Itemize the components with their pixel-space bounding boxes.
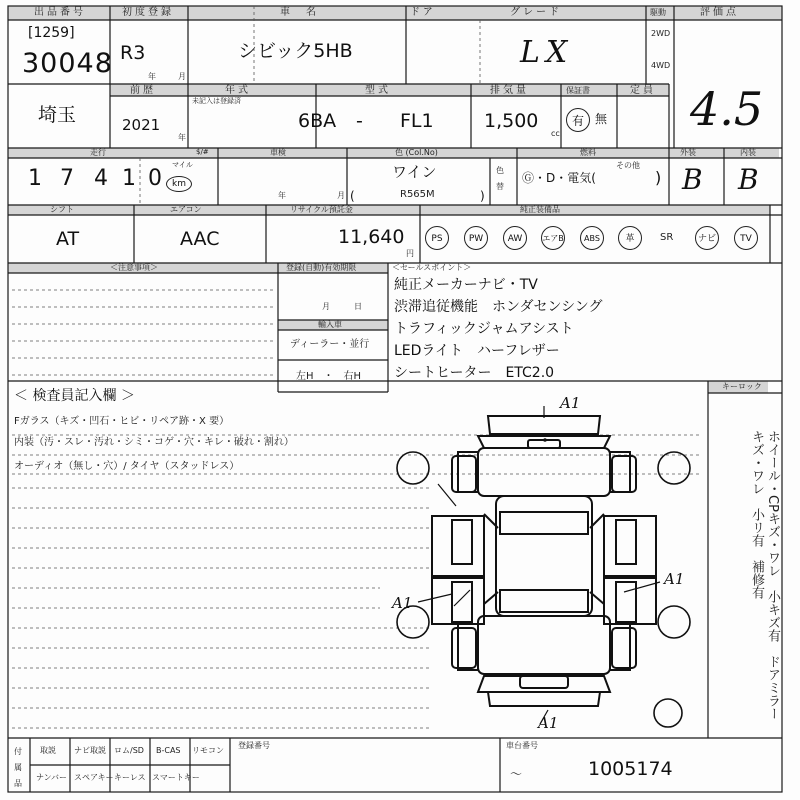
mileage-digit-5: 0 bbox=[148, 166, 162, 191]
drive-4wd: 4WD bbox=[651, 61, 671, 70]
damage-mark-front: A1 bbox=[560, 394, 581, 412]
header-aircon: エアコン bbox=[170, 205, 202, 214]
mileage-digit-1: 1 bbox=[28, 166, 57, 191]
equipment-sr: SR bbox=[660, 232, 674, 243]
accessories-label: 付属品 bbox=[14, 747, 22, 788]
header-grade: グレード bbox=[510, 7, 562, 18]
score-value: 4.5 bbox=[690, 82, 764, 136]
lot-code: [1259] bbox=[28, 25, 75, 41]
car-name: シビック5HB bbox=[238, 40, 353, 62]
model-code: FL1 bbox=[400, 110, 434, 132]
acc-bcas: B-CAS bbox=[156, 746, 181, 755]
origin-place: 埼玉 bbox=[38, 104, 77, 126]
interior-grade: B bbox=[738, 163, 759, 196]
reg-day-unit: 日 bbox=[354, 302, 362, 311]
model-year-unit: 年 bbox=[178, 133, 186, 142]
acc-manual: 取説 bbox=[40, 746, 56, 755]
sales-point-3: トラフィックジャムアシスト bbox=[394, 321, 574, 337]
acc-spare-key: スペアキー bbox=[74, 773, 114, 782]
header-fuel: 燃料 bbox=[580, 148, 596, 157]
first-reg-year-unit: 年 bbox=[148, 72, 156, 81]
header-key-lock: キーロック bbox=[722, 382, 762, 391]
acc-navi-manual: ナビ取説 bbox=[74, 746, 106, 755]
inspector-note-3: オーディオ（無し・穴）/ タイヤ（スタッドレス） bbox=[14, 461, 240, 472]
damage-mark-right: A1 bbox=[664, 570, 685, 588]
sales-point-2: 渋滞追従機能 ホンダセンシング bbox=[394, 299, 603, 315]
warranty-no: 無 bbox=[595, 112, 608, 126]
equipment-pw: PW bbox=[464, 226, 488, 250]
mileage-digit-2: 7 bbox=[60, 166, 74, 191]
color-code: R565M bbox=[400, 189, 435, 200]
shift-value: AT bbox=[56, 228, 80, 250]
acc-remote: リモコン bbox=[192, 746, 224, 755]
displacement-unit: cc bbox=[551, 129, 560, 138]
acc-plate: ナンバー bbox=[36, 773, 68, 782]
header-doors: ドア bbox=[410, 7, 436, 18]
header-inspection: 車検 bbox=[270, 148, 286, 157]
chassis-number: 1005174 bbox=[588, 758, 673, 780]
first-reg-era: R3 bbox=[120, 42, 146, 64]
recycle-unit: 円 bbox=[406, 249, 414, 258]
fuel-options: Ⓖ・D・電気( bbox=[522, 171, 596, 185]
mileage-unit-mile: マイル bbox=[172, 161, 193, 169]
reg-month-unit: 月 bbox=[322, 302, 330, 311]
mileage-digit-4: 1 bbox=[122, 166, 136, 191]
inspector-header: ＜ 検査員記入欄 ＞ bbox=[14, 388, 135, 404]
equipment-navi: ナビ bbox=[695, 226, 719, 250]
header-exterior: 外装 bbox=[680, 148, 696, 157]
header-displacement: 排気量 bbox=[490, 85, 529, 96]
color-swap-label: 色 替 bbox=[496, 166, 504, 191]
header-import: 輸入車 bbox=[318, 320, 342, 329]
header-color: 色 (Col.No) bbox=[395, 148, 438, 157]
inspector-note-1: Fガラス（キズ・凹石・ヒビ・リペア跡・X 要） bbox=[14, 416, 230, 427]
aircon-value: AAC bbox=[180, 228, 220, 250]
import-dealer: ディーラー・並行 bbox=[290, 339, 370, 350]
acc-keyless: キーレス bbox=[114, 773, 146, 782]
header-reg-date: 登録(自動)有効期限 bbox=[286, 263, 357, 272]
exterior-grade: B bbox=[682, 163, 703, 196]
equipment-airbag: エアB bbox=[541, 226, 565, 250]
header-interior: 内装 bbox=[740, 148, 756, 157]
chassis-label: 車台番号 bbox=[506, 741, 538, 750]
color-name: ワイン bbox=[392, 163, 437, 181]
inspection-month-unit: 月 bbox=[337, 191, 345, 200]
header-capacity: 定員 bbox=[630, 85, 656, 96]
fuel-other-label: その他 bbox=[616, 161, 640, 170]
header-model: 型式 bbox=[365, 85, 391, 96]
equipment-ps: PS bbox=[425, 226, 449, 250]
mileage-unit-km: km bbox=[166, 176, 192, 192]
sales-point-1: 純正メーカーナビ・TV bbox=[394, 277, 538, 293]
mileage-digit-3: 4 bbox=[94, 166, 108, 191]
acc-rom-sd: ロム/SD bbox=[114, 746, 144, 755]
acc-smart-key: スマートキー bbox=[152, 773, 200, 782]
model-dash: - bbox=[356, 110, 363, 132]
inspection-year-unit: 年 bbox=[278, 191, 286, 200]
header-shift: シフト bbox=[50, 205, 74, 214]
first-reg-month-unit: 月 bbox=[178, 72, 186, 81]
import-steering: 左H ・ 右H bbox=[296, 371, 362, 382]
equipment-aw: AW bbox=[503, 226, 527, 250]
header-recycle: リサイクル預託金 bbox=[290, 205, 353, 214]
header-equipment: 純正装備品 bbox=[520, 205, 560, 214]
header-car-name: 車 名 bbox=[280, 7, 319, 18]
header-caution: ＜注意事項＞ bbox=[110, 263, 158, 272]
drive-2wd: 2WD bbox=[651, 29, 671, 38]
fuel-close: ) bbox=[655, 168, 662, 187]
unregistered-note: 未記入は登録済 bbox=[192, 97, 241, 105]
header-drive: 駆動 bbox=[650, 8, 666, 17]
damage-mark-left: A1 bbox=[392, 594, 413, 612]
equipment-leather: 革 bbox=[618, 226, 642, 250]
color-paren-open: ( bbox=[350, 189, 355, 203]
equipment-tv: TV bbox=[734, 226, 758, 250]
sales-point-5: シートヒーター ETC2.0 bbox=[394, 365, 555, 381]
header-year: 年式 bbox=[225, 85, 251, 96]
model-prefix: 6BA bbox=[298, 110, 337, 132]
inspector-note-2: 内装（汚・スレ・汚れ・シミ・コゲ・穴・キレ・破れ・割れ） bbox=[14, 437, 294, 448]
chassis-prefix: ～ bbox=[510, 767, 523, 781]
recycle-value: 11,640 bbox=[338, 226, 405, 248]
grade-value: LX bbox=[520, 35, 574, 70]
header-first-reg: 初度登録 bbox=[122, 7, 174, 18]
color-paren-close: ) bbox=[480, 189, 485, 203]
sales-point-4: LEDライト ハーフレザー bbox=[394, 343, 560, 359]
mileage-stamp: $/# bbox=[196, 148, 209, 156]
lot-number: 30048 bbox=[22, 48, 113, 79]
damage-mark-rear: A1 bbox=[538, 714, 559, 732]
warranty-yes-circle: 有 bbox=[566, 108, 590, 132]
header-sales-point: ＜セールスポイント＞ bbox=[392, 263, 472, 272]
displacement-value: 1,500 bbox=[484, 110, 539, 132]
header-origin: 前歴 bbox=[130, 85, 156, 96]
model-year: 2021 bbox=[122, 116, 161, 134]
header-warranty: 保証書 bbox=[566, 86, 590, 95]
reg-no-label: 登録番号 bbox=[238, 741, 270, 750]
header-lot-no: 出品番号 bbox=[34, 7, 86, 18]
header-score: 評価点 bbox=[700, 7, 739, 18]
side-note: ホイール・CPキズ・ワレ 小キズ有 ドアミラーキズ・ワレ 小リ有 補修有 bbox=[749, 430, 780, 720]
header-mileage: 走行 bbox=[90, 148, 106, 157]
equipment-abs: ABS bbox=[580, 226, 604, 250]
